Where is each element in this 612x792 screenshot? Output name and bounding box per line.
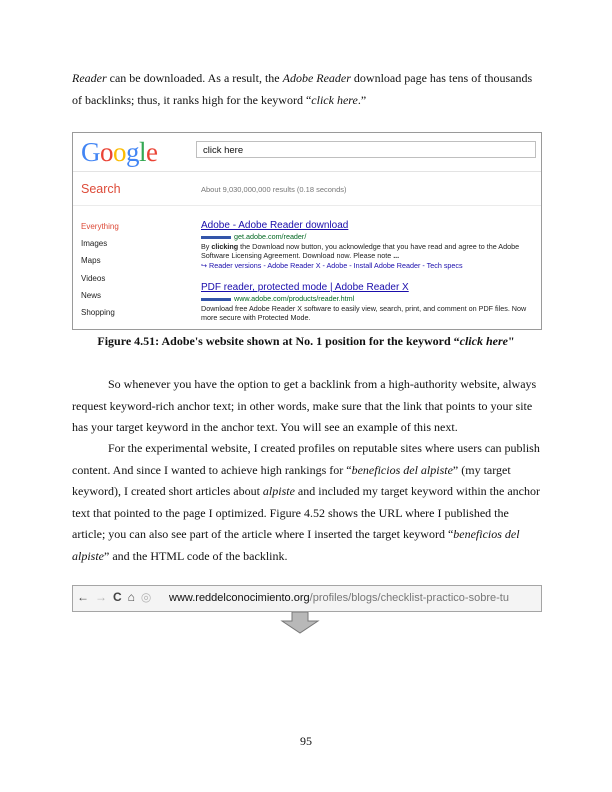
search-input[interactable]: click here (196, 141, 536, 158)
nav-item-videos[interactable]: Videos (81, 273, 106, 283)
result-sublinks[interactable]: ↪ Reader versions - Adobe Reader X - Adobe - Install Adobe Reader - Tech specs (201, 260, 463, 270)
search-label: Search (81, 182, 121, 196)
text-italic: beneficios del alpiste (72, 527, 520, 563)
figure-google-results (72, 132, 542, 330)
text-italic: beneficios del alpiste (351, 462, 453, 477)
text: " (507, 334, 515, 348)
nav-item-everything[interactable]: Everything (81, 222, 119, 231)
text-italic: Reader (72, 71, 107, 85)
page-number: 95 (300, 734, 312, 748)
reload-icon[interactable]: C (113, 590, 122, 604)
forward-icon[interactable]: → (95, 590, 107, 604)
text: .” (357, 92, 367, 107)
paragraph-intro (72, 68, 540, 111)
figure-caption (72, 334, 540, 349)
redaction-bar (201, 236, 231, 239)
divider (73, 171, 541, 172)
text: the Download now button, you acknowledge that you have read and agree to the Adobe Software Licensing Agreement. Download now. Please note (201, 241, 520, 261)
paragraph-anchor-text: So whenever you have the option to get a backlink from a high-authority website, always request keyword-rich anchor text; in other words, make sure that the link that points to your site has your target keyword in the anchor text. You will see an example of this next. (72, 377, 537, 435)
text-bold: ... (393, 251, 400, 261)
text-italic: click here (459, 334, 508, 348)
nav-item-shopping[interactable]: Shopping (81, 307, 115, 317)
address-bar[interactable] (169, 592, 509, 604)
search-result (201, 220, 535, 270)
text: Figure 4.51: Adobe's website shown at No. 1 position for the keyword “ (97, 334, 460, 348)
divider (73, 205, 541, 206)
result-stats: About 9,030,000,000 results (0.18 seconds) (201, 185, 347, 194)
text-italic: click here (311, 92, 358, 107)
text: For the experimental website, I created profiles on reputable sites where users can publish content. And since I wanted to achieve high rankings for “ (72, 441, 540, 477)
redaction-bar (201, 298, 231, 301)
search-result (201, 282, 535, 323)
browser-nav (77, 590, 157, 604)
result-snippet: Download free Adobe Reader X software to easily view, search, print, and comment on PDF files. Now more secure with Protected Mode. (201, 303, 527, 323)
nav-item-news[interactable]: News (81, 290, 102, 300)
home-icon[interactable]: ⌂ (127, 590, 135, 604)
text: By (201, 241, 212, 251)
result-title-link[interactable]: PDF reader, protected mode | Adobe Reader X (201, 282, 409, 293)
text: and included my target keyword within the anchor text that pointed to the page I optimized. Figure 4.52 shows the URL where I published the article; you can also see part of the article where I inserted the target keyword “ (72, 484, 540, 542)
result-title-link[interactable]: Adobe - Adobe Reader download (201, 220, 349, 231)
result-url (201, 294, 535, 304)
nav-item-maps[interactable]: Maps (81, 256, 101, 266)
text-italic: alpiste (262, 484, 295, 499)
url-path: /profiles/blogs/checklist-practico-sobre-tu (309, 592, 509, 604)
result-url (201, 232, 535, 242)
text-italic: Adobe Reader (282, 71, 351, 85)
down-arrow-icon (280, 612, 320, 634)
nav-item-images[interactable]: Images (81, 239, 108, 249)
text: can be downloaded. As a result, the (106, 71, 283, 85)
back-icon[interactable]: ← (77, 590, 89, 604)
text: download page has tens of thousands of backlinks; thus, it ranks high for the keyword “ (72, 71, 533, 107)
paragraph-experiment (72, 438, 540, 568)
globe-icon: ◎ (140, 590, 152, 604)
result-snippet (201, 242, 535, 261)
result-url-text: get.adobe.com/reader/ (234, 232, 307, 241)
text: ” (my target keyword), I created short articles about (72, 462, 511, 499)
figure-browser-address-bar (72, 585, 542, 612)
search-nav (81, 222, 119, 325)
url-domain: www.reddelconocimiento.org (169, 592, 310, 604)
google-logo: Google (81, 137, 158, 167)
result-url-text: www.adobe.com/products/reader.html (234, 294, 355, 303)
text-bold: clicking (211, 241, 239, 251)
text: ” and the HTML code of the backlink. (104, 548, 288, 563)
